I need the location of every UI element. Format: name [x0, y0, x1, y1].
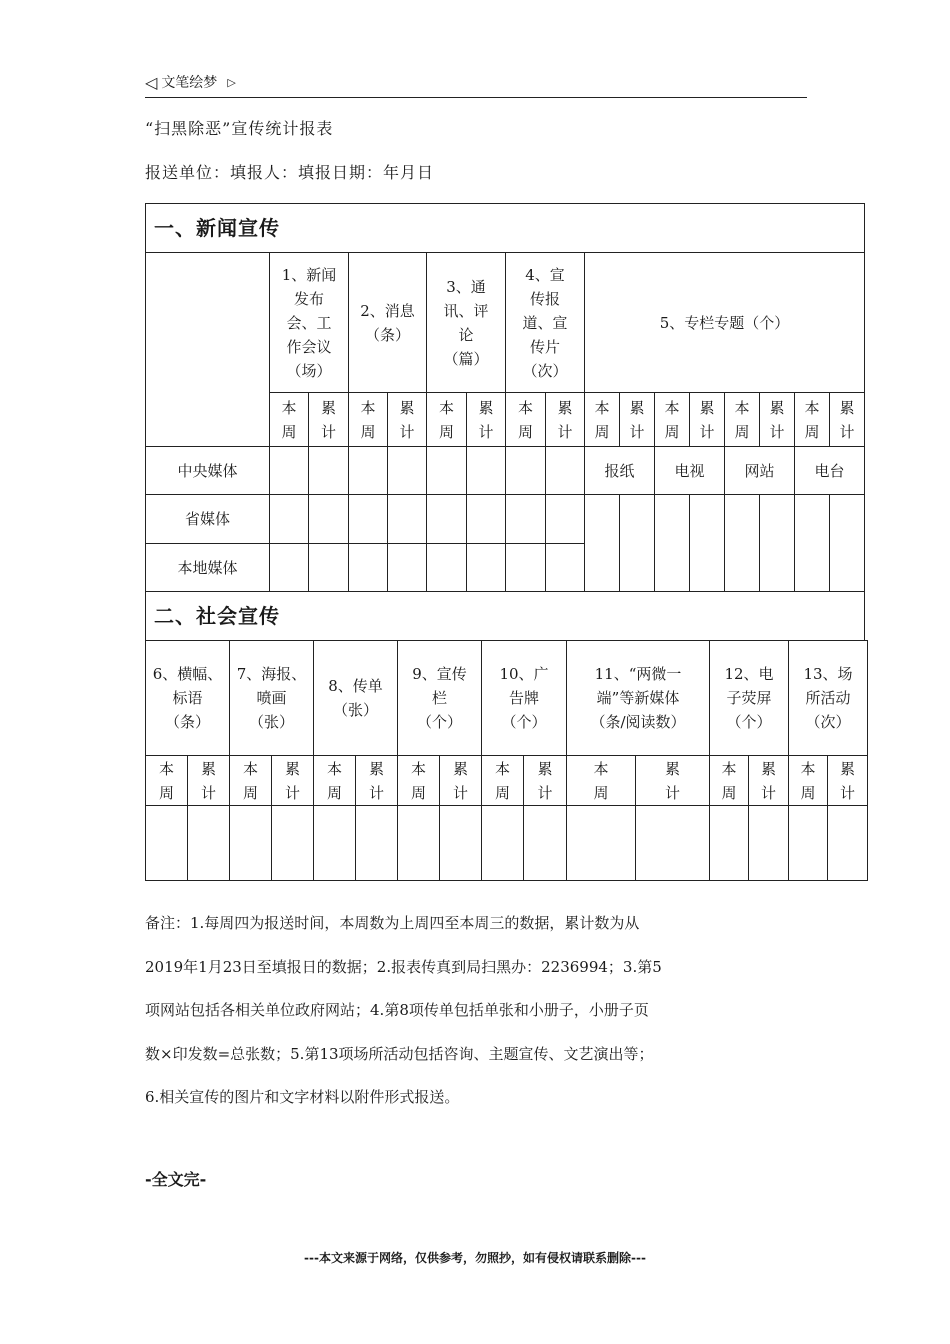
data-cell: [308, 494, 349, 544]
subheader-cumulative: 累 计: [545, 392, 585, 447]
subheader-cumulative: 累 计: [523, 755, 567, 806]
note-line: 2019年1月23日至填报日的数据；2.报表传真到局扫黑办：2236994；3.第5: [145, 957, 662, 976]
header-posters: 7、海报、 喷画 （张）: [229, 640, 314, 756]
media-type-label: 电视: [654, 446, 725, 495]
header-billboards: 10、广 告牌 （个）: [481, 640, 567, 756]
subheader-cumulative: 累 计: [635, 755, 710, 806]
data-cell: [466, 543, 506, 592]
subheader-cumulative: 累 计: [689, 392, 725, 447]
media-type-label: 电台: [794, 446, 865, 495]
data-cell: [654, 494, 690, 592]
data-cell: [145, 805, 188, 881]
data-cell: [505, 494, 546, 544]
triangle-left-icon: ◁: [145, 72, 158, 92]
data-cell: [788, 805, 828, 881]
data-cell: [355, 805, 398, 881]
header-new-media: 11、“两微一 端”等新媒体 （条/阅读数）: [566, 640, 710, 756]
footer-disclaimer: ---本文来源于网络，仅供参考，勿照抄，如有侵权请联系删除---: [304, 1251, 646, 1265]
subheader-this-week: 本 周: [313, 755, 356, 806]
data-cell: [689, 494, 725, 592]
data-cell: [229, 805, 272, 881]
header-columns-topics: 5、专栏专题（个）: [584, 252, 865, 393]
header-features-comments: 3、通 讯、评 论 （篇）: [426, 252, 506, 393]
header-news-items: 2、消息 （条）: [348, 252, 427, 393]
row-header-blank: [145, 252, 270, 447]
subheader-this-week: 本 周: [709, 755, 749, 806]
document-subtitle: 报送单位：填报人：填报日期：年月日: [145, 163, 435, 182]
media-type-label: 报纸: [584, 446, 655, 495]
subheader-this-week: 本 周: [269, 392, 309, 447]
subheader-cumulative: 累 计: [619, 392, 655, 447]
data-cell: [619, 494, 655, 592]
data-cell: [545, 494, 585, 544]
data-cell: [269, 494, 309, 544]
data-cell: [439, 805, 482, 881]
data-cell: [397, 805, 440, 881]
row-label-media: 省媒体: [145, 494, 270, 544]
data-cell: [827, 805, 868, 881]
data-cell: [523, 805, 567, 881]
data-cell: [313, 805, 356, 881]
subheader-cumulative: 累 计: [827, 755, 868, 806]
data-cell: [545, 446, 585, 495]
document-header: [145, 72, 236, 92]
row-label-media: 本地媒体: [145, 543, 270, 592]
document-title: “扫黑除恶”宣传统计报表: [145, 119, 334, 138]
section-news-title: 一、新闻宣传: [145, 203, 865, 253]
subheader-cumulative: 累 计: [187, 755, 230, 806]
subheader-cumulative: 累 计: [439, 755, 482, 806]
subheader-cumulative: 累 计: [271, 755, 314, 806]
subheader-cumulative: 累 计: [466, 392, 506, 447]
header-venue-activities: 13、场 所活动 （次）: [788, 640, 868, 756]
brand-text: 文笔绘梦: [161, 75, 218, 91]
subheader-cumulative: 累 计: [759, 392, 795, 447]
data-cell: [426, 543, 467, 592]
media-type-label: 网站: [724, 446, 795, 495]
data-cell: [724, 494, 760, 592]
data-cell: [271, 805, 314, 881]
subheader-cumulative: 累 计: [829, 392, 865, 447]
data-cell: [584, 494, 620, 592]
data-cell: [187, 805, 230, 881]
subheader-this-week: 本 周: [654, 392, 690, 447]
data-cell: [759, 494, 795, 592]
data-cell: [308, 543, 349, 592]
data-cell: [481, 805, 524, 881]
data-cell: [387, 446, 427, 495]
subheader-this-week: 本 周: [584, 392, 620, 447]
data-cell: [545, 543, 585, 592]
header-reports-films: 4、宣 传报 道、宣 传片 （次）: [505, 252, 585, 393]
subheader-this-week: 本 周: [397, 755, 440, 806]
subheader-cumulative: 累 计: [387, 392, 427, 447]
data-cell: [426, 446, 467, 495]
data-cell: [566, 805, 636, 881]
data-cell: [269, 446, 309, 495]
data-cell: [635, 805, 710, 881]
data-cell: [308, 446, 349, 495]
subheader-this-week: 本 周: [426, 392, 467, 447]
subheader-cumulative: 累 计: [308, 392, 349, 447]
data-cell: [794, 494, 830, 592]
header-e-screens: 12、电 子荧屏 （个）: [709, 640, 789, 756]
header-leaflets: 8、传单 （张）: [313, 640, 398, 756]
triangle-right-icon: ▷: [227, 75, 236, 89]
data-cell: [348, 543, 388, 592]
data-cell: [466, 494, 506, 544]
data-cell: [829, 494, 865, 592]
header-bulletin-boards: 9、宣传 栏 （个）: [397, 640, 482, 756]
row-label-media: 中央媒体: [145, 446, 270, 495]
section-social-title: 二、社会宣传: [145, 591, 865, 641]
note-line: 备注：1.每周四为报送时间，本周数为上周四至本周三的数据，累计数为从: [145, 914, 640, 932]
subheader-this-week: 本 周: [145, 755, 188, 806]
data-cell: [426, 494, 467, 544]
header-rule: [145, 97, 807, 98]
note-line: 项网站包括各相关单位政府网站；4.第8项传单包括单张和小册子，小册子页: [145, 1001, 649, 1019]
data-cell: [709, 805, 749, 881]
note-line: 6.相关宣传的图片和文字材料以附件形式报送。: [145, 1088, 460, 1106]
subheader-this-week: 本 周: [566, 755, 636, 806]
subheader-this-week: 本 周: [788, 755, 828, 806]
subheader-this-week: 本 周: [505, 392, 546, 447]
header-press-conference: 1、新闻 发布 会、工 作会议 （场）: [269, 252, 349, 393]
end-marker: -全文完-: [145, 1170, 207, 1189]
subheader-this-week: 本 周: [794, 392, 830, 447]
subheader-this-week: 本 周: [481, 755, 524, 806]
subheader-this-week: 本 周: [348, 392, 388, 447]
note-line: 数×印发数=总张数；5.第13项场所活动包括咨询、主题宣传、文艺演出等；: [145, 1044, 654, 1063]
data-cell: [269, 543, 309, 592]
notes: [145, 902, 805, 1120]
data-cell: [748, 805, 789, 881]
subheader-cumulative: 累 计: [355, 755, 398, 806]
data-cell: [505, 446, 546, 495]
data-cell: [387, 543, 427, 592]
data-cell: [505, 543, 546, 592]
data-cell: [348, 494, 388, 544]
data-cell: [387, 494, 427, 544]
data-cell: [466, 446, 506, 495]
header-banners: 6、横幅、 标语 （条）: [145, 640, 230, 756]
data-cell: [348, 446, 388, 495]
subheader-this-week: 本 周: [724, 392, 760, 447]
subheader-this-week: 本 周: [229, 755, 272, 806]
subheader-cumulative: 累 计: [748, 755, 789, 806]
